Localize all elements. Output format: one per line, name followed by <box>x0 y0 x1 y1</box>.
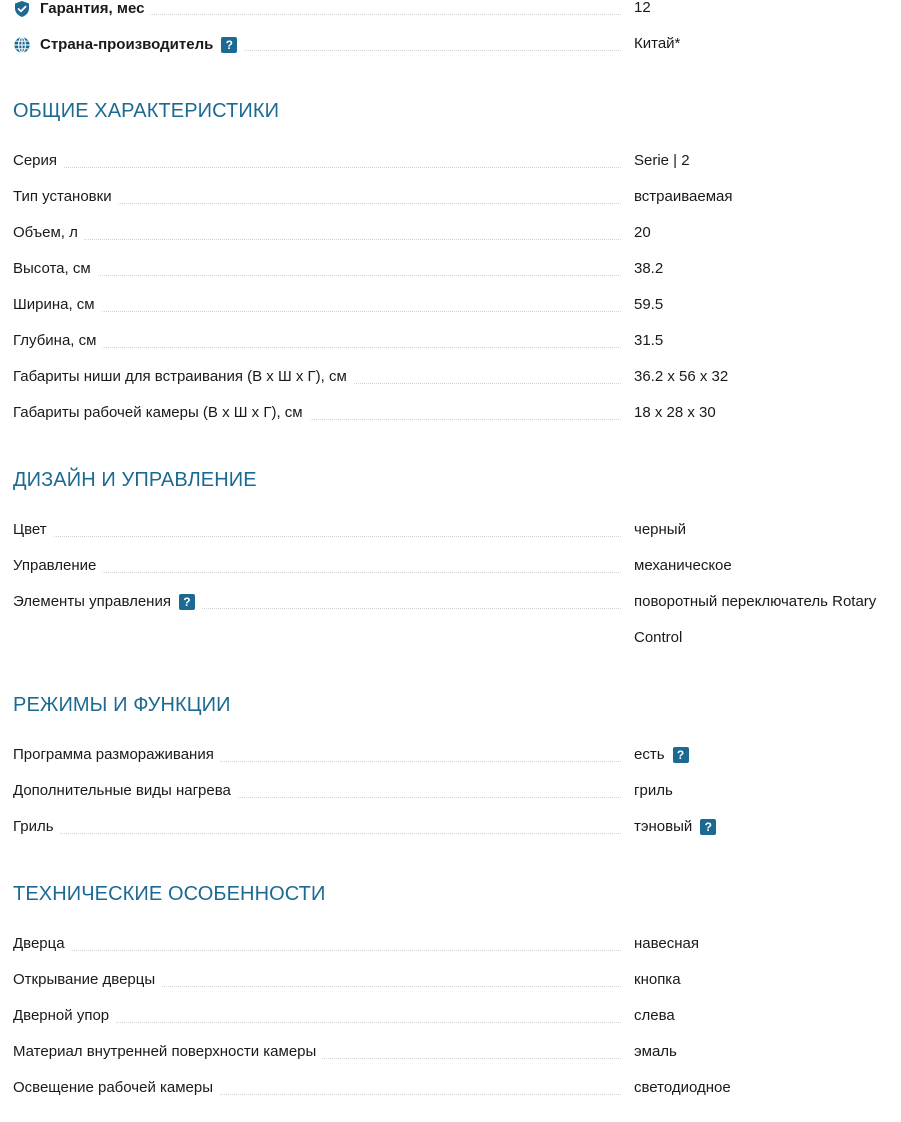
spec-value: 59.5 <box>634 296 664 313</box>
spec-value: эмаль <box>634 1043 677 1060</box>
dotted-leader <box>13 833 621 834</box>
spec-row <box>13 1044 901 1080</box>
spec-label: Объем, л <box>13 225 84 241</box>
spec-value: слева <box>634 1007 675 1024</box>
spec-row <box>13 405 901 441</box>
spec-value: встраиваемая <box>634 188 733 205</box>
spec-label-text: Элементы управления <box>13 593 171 610</box>
help-icon[interactable]: ? <box>673 747 689 763</box>
dotted-leader <box>13 275 621 276</box>
spec-row <box>13 1008 901 1044</box>
spec-value: светодиодное <box>634 1079 731 1096</box>
spec-value: Китай* <box>634 35 681 52</box>
spec-label <box>13 594 201 610</box>
dotted-leader <box>13 536 621 537</box>
section-title-modes: РЕЖИМЫ И ФУНКЦИИ <box>13 694 231 716</box>
spec-label: Материал внутренней поверхности камеры <box>13 1044 322 1060</box>
dotted-leader <box>13 347 621 348</box>
spec-row <box>13 747 901 783</box>
spec-row <box>13 333 901 369</box>
spec-label-text: Страна-производитель <box>40 36 214 53</box>
spec-label: Ширина, см <box>13 297 101 313</box>
dotted-leader <box>13 167 621 168</box>
spec-row <box>13 261 901 297</box>
spec-label: Габариты рабочей камеры (В x Ш x Г), см <box>13 405 309 421</box>
spec-label: Управление <box>13 558 102 574</box>
spec-value: черный <box>634 521 686 538</box>
spec-value: гриль <box>634 782 673 799</box>
spec-row-country <box>13 36 901 72</box>
section-title-design: ДИЗАЙН И УПРАВЛЕНИЕ <box>13 469 257 491</box>
help-icon[interactable]: ? <box>179 594 195 610</box>
dotted-leader <box>13 239 621 240</box>
shield-check-icon <box>13 0 31 18</box>
spec-label: Высота, см <box>13 261 97 277</box>
spec-row <box>13 972 901 1008</box>
section-title-tech: ТЕХНИЧЕСКИЕ ОСОБЕННОСТИ <box>13 883 326 905</box>
spec-value: 12 <box>634 0 651 16</box>
spec-label: Цвет <box>13 522 53 538</box>
help-icon[interactable]: ? <box>221 37 237 53</box>
spec-label: Серия <box>13 153 63 169</box>
spec-row <box>13 369 901 405</box>
spec-row-warranty <box>13 0 901 36</box>
globe-icon <box>13 36 31 54</box>
spec-row <box>13 819 901 855</box>
spec-row <box>13 558 901 594</box>
spec-value: механическое <box>634 557 732 574</box>
section-title-general: ОБЩИЕ ХАРАКТЕРИСТИКИ <box>13 100 280 122</box>
spec-label: Глубина, см <box>13 333 102 349</box>
spec-label <box>13 36 243 54</box>
spec-label: Тип установки <box>13 189 118 205</box>
spec-value: 18 x 28 x 30 <box>634 404 716 421</box>
help-icon[interactable]: ? <box>700 819 716 835</box>
spec-label: Дополнительные виды нагрева <box>13 783 237 799</box>
spec-row <box>13 297 901 333</box>
spec-value: навесная <box>634 935 700 952</box>
spec-value: поворотный переключатель Rotary <box>634 593 877 610</box>
spec-row <box>13 522 901 558</box>
spec-value: 38.2 <box>634 260 664 277</box>
spec-value <box>634 747 689 763</box>
spec-value: кнопка <box>634 971 681 988</box>
dotted-leader <box>13 311 621 312</box>
spec-label: Гриль <box>13 819 60 835</box>
spec-row <box>13 936 901 972</box>
spec-row <box>13 594 901 630</box>
spec-value: 31.5 <box>634 332 664 349</box>
spec-row <box>13 1080 901 1116</box>
spec-value-text: есть <box>634 746 665 763</box>
spec-label <box>13 0 150 18</box>
spec-label: Программа размораживания <box>13 747 220 763</box>
spec-label-text: Гарантия, мес <box>40 0 145 17</box>
spec-value <box>634 819 716 835</box>
dotted-leader <box>13 572 621 573</box>
spec-label: Дверца <box>13 936 71 952</box>
spec-value: 36.2 x 56 x 32 <box>634 368 729 385</box>
spec-row <box>13 225 901 261</box>
spec-label: Дверной упор <box>13 1008 115 1024</box>
spec-row <box>13 189 901 225</box>
spec-row <box>13 783 901 819</box>
spec-label: Открывание дверцы <box>13 972 161 988</box>
spec-value-continuation: Control <box>634 629 683 646</box>
spec-label: Освещение рабочей камеры <box>13 1080 219 1096</box>
spec-label: Габариты ниши для встраивания (В x Ш x Г), см <box>13 369 353 385</box>
spec-row <box>13 153 901 189</box>
spec-value: Serie | 2 <box>634 152 690 169</box>
spec-value: 20 <box>634 224 651 241</box>
dotted-leader <box>13 950 621 951</box>
spec-value-text: тэновый <box>634 818 693 835</box>
